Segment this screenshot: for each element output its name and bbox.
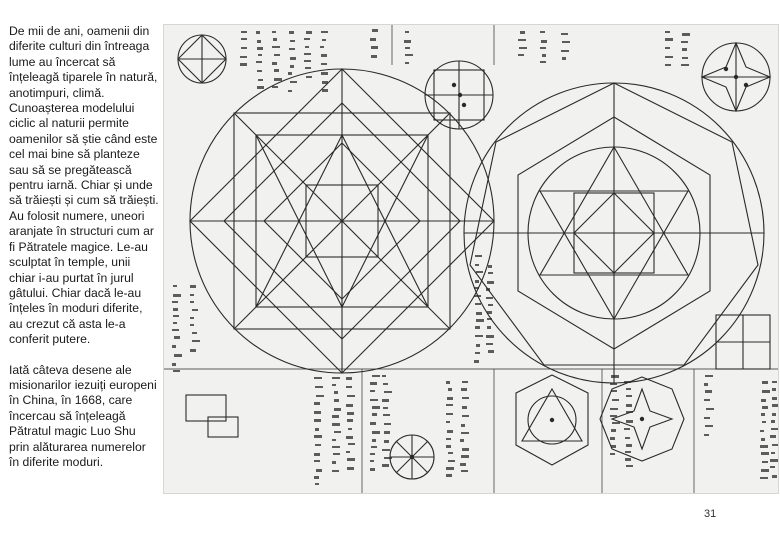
script-mark <box>321 72 328 75</box>
script-mark <box>304 60 311 62</box>
script-mark <box>704 399 710 401</box>
script-mark <box>173 294 181 297</box>
script-mark <box>240 63 247 66</box>
script-mark <box>770 459 778 462</box>
script-mark <box>475 303 481 305</box>
script-mark <box>304 38 310 40</box>
script-mark <box>322 89 328 92</box>
script-mark <box>305 46 309 48</box>
script-mark <box>771 420 775 423</box>
script-mark <box>382 399 389 402</box>
count-dot <box>462 103 466 107</box>
script-mark <box>446 381 450 384</box>
script-mark <box>476 319 484 322</box>
script-mark <box>347 458 355 461</box>
script-mark <box>771 428 778 430</box>
script-mark <box>288 72 292 75</box>
script-mark <box>174 336 180 339</box>
script-mark <box>611 390 617 392</box>
script-mark <box>370 422 376 425</box>
script-mark <box>486 343 493 345</box>
script-mark <box>772 381 777 383</box>
script-mark <box>772 475 777 478</box>
script-mark <box>274 69 279 72</box>
script-mark <box>611 375 619 378</box>
script-mark <box>448 460 455 462</box>
script-mark <box>306 31 312 34</box>
script-mark <box>272 31 276 33</box>
script-mark <box>448 388 452 391</box>
script-mark <box>476 344 480 347</box>
script-mark <box>332 446 340 448</box>
bottom-left-square <box>186 395 238 437</box>
script-mark <box>626 465 633 467</box>
script-mark <box>192 309 198 311</box>
count-dot <box>458 93 462 97</box>
script-mark <box>371 446 377 448</box>
script-mark <box>173 308 178 311</box>
script-mark <box>476 271 483 273</box>
script-mark <box>257 70 262 72</box>
script-mark <box>384 457 392 459</box>
script-mark <box>172 329 179 331</box>
script-mark <box>610 453 615 455</box>
script-mark <box>370 390 375 392</box>
script-mark <box>334 431 341 433</box>
script-mark <box>190 349 196 352</box>
script-mark <box>488 304 493 306</box>
script-mark <box>760 477 768 479</box>
script-mark <box>474 360 479 363</box>
script-mark <box>681 64 689 66</box>
script-mark <box>240 56 247 58</box>
script-mark <box>761 399 766 402</box>
script-mark <box>316 395 324 397</box>
script-mark <box>682 48 687 51</box>
script-mark <box>610 408 618 410</box>
script-mark <box>332 415 339 418</box>
script-mark <box>611 429 616 432</box>
script-mark <box>461 470 468 472</box>
script-mark <box>487 311 492 314</box>
script-mark <box>447 430 453 433</box>
script-mark <box>771 452 775 454</box>
script-mark <box>624 381 631 383</box>
script-mark <box>332 377 340 379</box>
script-mark <box>611 445 616 448</box>
script-mark <box>315 483 319 485</box>
script-mark <box>542 54 546 57</box>
script-mark <box>519 47 527 49</box>
paragraph-intro: De mii de ani, oamenii din diferite culturi din întreaga lume au încercat să înțeleagă tiparele în natură, anotimpuri, climă. Cunoașterea modelului ciclic al naturii permite oamenilor să știe când este cel mai bine să planteze sau să se pregătească pentru iarnă. Chiar și unde să trăiești și cum să trăiești. Au folosit numere, uneori aranjate în structuri cum ar fi Pătratele magice. Le-au sculptat în temple, unii chiar i-au purtat în jurul gâtului. Chiar dacă le-au înțeles în moduri diferite, au crezut că asta le-a conferit putere. <box>9 24 159 347</box>
script-mark <box>474 295 481 297</box>
script-mark <box>258 79 263 81</box>
script-mark <box>761 469 769 472</box>
script-mark <box>487 326 491 329</box>
script-mark <box>665 56 673 58</box>
manuscript-script-marks <box>172 29 778 485</box>
script-mark <box>488 350 494 353</box>
script-mark <box>346 404 353 407</box>
script-mark <box>322 81 328 84</box>
script-mark <box>475 255 482 257</box>
script-mark <box>561 33 568 35</box>
script-mark <box>624 428 630 430</box>
script-mark <box>487 318 492 320</box>
script-mark <box>488 272 493 274</box>
script-mark <box>290 40 295 42</box>
script-mark <box>405 54 413 56</box>
script-mark <box>772 388 776 391</box>
script-mark <box>383 407 388 409</box>
script-mark <box>288 90 292 92</box>
script-mark <box>315 386 323 388</box>
script-mark <box>346 436 353 439</box>
script-mark <box>487 281 494 284</box>
script-mark <box>382 464 389 467</box>
script-mark <box>332 461 336 464</box>
script-mark <box>192 332 197 334</box>
script-mark <box>315 444 321 446</box>
script-mark <box>346 386 352 388</box>
script-mark <box>626 444 632 447</box>
script-mark <box>322 39 326 41</box>
script-mark <box>446 413 453 415</box>
script-mark <box>475 264 479 266</box>
script-mark <box>705 425 713 427</box>
script-mark <box>314 419 321 422</box>
script-mark <box>314 411 321 414</box>
script-mark <box>540 61 546 63</box>
script-mark <box>172 301 178 303</box>
script-mark <box>314 435 322 438</box>
script-mark <box>384 431 390 434</box>
count-dot <box>744 83 748 87</box>
script-mark <box>761 438 765 441</box>
script-mark <box>384 440 389 443</box>
script-mark <box>405 31 409 33</box>
script-mark <box>321 63 327 65</box>
script-mark <box>405 47 410 49</box>
script-mark <box>770 435 776 438</box>
script-mark <box>315 428 319 431</box>
manuscript-figure <box>163 24 779 494</box>
script-mark <box>462 381 468 383</box>
script-mark <box>314 476 319 479</box>
script-mark <box>290 65 294 68</box>
script-mark <box>332 423 340 426</box>
script-mark <box>404 40 411 43</box>
count-dot <box>724 67 728 71</box>
script-mark <box>371 46 378 49</box>
script-mark <box>446 438 451 440</box>
script-mark <box>332 384 336 386</box>
script-mark <box>289 48 295 50</box>
script-mark <box>241 47 247 49</box>
script-mark <box>762 381 768 384</box>
script-mark <box>347 412 354 415</box>
script-mark <box>174 354 182 357</box>
script-mark <box>289 31 294 34</box>
script-mark <box>476 312 482 315</box>
script-mark <box>446 421 450 423</box>
script-mark <box>314 402 320 405</box>
script-mark <box>460 463 466 466</box>
script-mark <box>448 452 453 454</box>
script-mark <box>540 47 546 49</box>
script-mark <box>192 340 200 342</box>
script-mark <box>625 451 631 453</box>
script-mark <box>760 445 768 448</box>
script-mark <box>706 408 714 410</box>
script-mark <box>372 406 380 409</box>
script-mark <box>256 31 260 34</box>
paragraph-jesuit-drawings: Iată câteva desene ale misionarilor iezuiți europeni în China, în 1668, care încercau să înțeleagă Pătratul magic Luo Shu prin alăturarea numerelor în diferite moduri. <box>9 362 157 469</box>
script-mark <box>486 335 494 338</box>
script-mark <box>190 317 194 319</box>
script-mark <box>190 301 194 303</box>
script-mark <box>762 390 770 393</box>
manuscript-drawing <box>164 25 778 493</box>
script-mark <box>348 428 352 430</box>
script-mark <box>383 383 388 385</box>
script-mark <box>486 288 490 291</box>
script-mark <box>760 430 764 432</box>
script-mark <box>370 382 377 385</box>
script-mark <box>475 335 483 337</box>
script-mark <box>274 54 280 56</box>
script-mark <box>334 399 339 402</box>
script-mark <box>272 46 280 48</box>
script-mark <box>762 406 768 409</box>
script-mark <box>258 54 262 56</box>
left-circle-diagram <box>190 69 494 373</box>
script-mark <box>314 453 320 456</box>
script-mark <box>665 47 670 49</box>
script-mark <box>462 397 469 399</box>
script-mark <box>461 424 465 427</box>
script-mark <box>460 439 464 442</box>
script-mark <box>518 39 526 41</box>
script-mark <box>314 377 322 379</box>
script-mark <box>626 388 631 390</box>
script-mark <box>348 443 355 445</box>
script-mark <box>770 466 775 468</box>
script-mark <box>384 423 391 425</box>
script-mark <box>382 449 390 451</box>
script-mark <box>314 460 320 462</box>
script-mark <box>704 434 709 436</box>
script-mark <box>772 413 776 416</box>
script-mark <box>372 431 380 434</box>
script-mark <box>382 375 386 377</box>
script-mark <box>520 31 525 34</box>
script-mark <box>173 285 177 287</box>
body-text <box>9 24 159 470</box>
script-mark <box>316 469 322 472</box>
page-number: 31 <box>704 508 717 520</box>
script-mark <box>461 455 469 458</box>
count-dot <box>640 417 644 421</box>
script-mark <box>626 420 633 423</box>
script-mark <box>332 439 336 441</box>
script-mark <box>190 324 194 326</box>
count-dot <box>734 75 738 79</box>
script-mark <box>256 61 262 63</box>
script-mark <box>681 41 688 43</box>
script-mark <box>241 31 247 33</box>
script-mark <box>321 54 327 57</box>
count-dot <box>550 418 554 422</box>
script-mark <box>346 451 350 453</box>
script-mark <box>272 86 278 88</box>
script-mark <box>462 448 469 451</box>
script-mark <box>190 285 196 288</box>
script-mark <box>447 397 453 400</box>
script-mark <box>462 406 467 409</box>
script-mark <box>370 38 376 41</box>
script-mark <box>446 474 452 477</box>
script-mark <box>372 413 377 416</box>
script-mark <box>173 315 179 317</box>
script-mark <box>705 375 713 377</box>
script-mark <box>274 78 282 81</box>
script-mark <box>540 31 545 33</box>
script-mark <box>612 399 619 401</box>
script-mark <box>541 40 547 43</box>
script-mark <box>370 453 375 455</box>
script-mark <box>462 415 469 417</box>
script-mark <box>474 287 479 289</box>
script-mark <box>334 391 338 394</box>
script-mark <box>561 50 569 52</box>
script-mark <box>625 458 631 461</box>
script-mark <box>772 404 778 407</box>
count-dot <box>452 83 456 87</box>
script-mark <box>610 437 615 440</box>
script-mark <box>461 432 469 434</box>
script-mark <box>446 404 453 406</box>
count-dot <box>410 455 414 459</box>
script-mark <box>626 395 632 397</box>
script-mark <box>346 377 352 380</box>
script-mark <box>562 41 570 43</box>
script-mark <box>475 326 480 329</box>
script-mark <box>257 40 261 43</box>
script-mark <box>761 452 769 455</box>
script-mark <box>321 31 328 33</box>
script-mark <box>272 62 277 65</box>
script-mark <box>384 391 392 393</box>
script-mark <box>682 33 690 36</box>
script-mark <box>446 467 454 470</box>
script-mark <box>610 383 617 385</box>
script-mark <box>475 352 480 354</box>
small-circle-top-left <box>178 35 226 83</box>
script-mark <box>704 383 708 386</box>
script-mark <box>371 55 377 58</box>
script-mark <box>626 411 633 413</box>
script-mark <box>475 280 479 283</box>
script-mark <box>172 363 176 366</box>
script-mark <box>665 38 673 41</box>
script-mark <box>347 395 355 397</box>
script-mark <box>610 415 617 417</box>
script-mark <box>334 408 341 411</box>
right-circle-diagram <box>464 83 764 383</box>
script-mark <box>372 29 378 32</box>
script-mark <box>290 81 297 83</box>
script-mark <box>488 265 492 268</box>
script-mark <box>306 76 312 78</box>
script-mark <box>172 345 176 348</box>
script-mark <box>347 419 353 422</box>
script-mark <box>461 388 467 391</box>
script-mark <box>705 390 712 393</box>
script-mark <box>370 468 375 471</box>
script-mark <box>612 422 620 424</box>
script-mark <box>772 397 777 400</box>
script-mark <box>446 445 451 448</box>
script-mark <box>761 413 765 416</box>
script-mark <box>304 53 311 55</box>
script-mark <box>333 453 340 455</box>
script-mark <box>762 421 766 423</box>
script-mark <box>762 461 768 463</box>
script-mark <box>372 375 380 377</box>
script-mark <box>665 64 671 66</box>
script-mark <box>562 57 566 60</box>
script-mark <box>372 439 376 442</box>
script-mark <box>347 467 354 470</box>
script-mark <box>383 414 390 416</box>
script-mark <box>704 417 710 419</box>
right-side-square <box>716 315 770 369</box>
script-mark <box>257 47 263 50</box>
script-mark <box>370 399 378 401</box>
script-mark <box>305 67 311 69</box>
script-mark <box>405 62 409 64</box>
script-mark <box>173 370 180 372</box>
script-mark <box>257 86 264 89</box>
script-mark <box>173 322 177 324</box>
script-mark <box>625 437 630 439</box>
script-mark <box>290 57 296 60</box>
script-mark <box>370 460 374 462</box>
script-mark <box>320 46 324 48</box>
script-mark <box>190 294 194 296</box>
script-mark <box>241 38 247 40</box>
script-mark <box>518 54 524 56</box>
script-mark <box>273 38 277 41</box>
script-mark <box>332 470 339 472</box>
script-mark <box>626 404 632 407</box>
script-mark <box>665 31 670 33</box>
script-mark <box>486 297 493 299</box>
script-mark <box>682 57 688 59</box>
script-mark <box>772 444 778 446</box>
